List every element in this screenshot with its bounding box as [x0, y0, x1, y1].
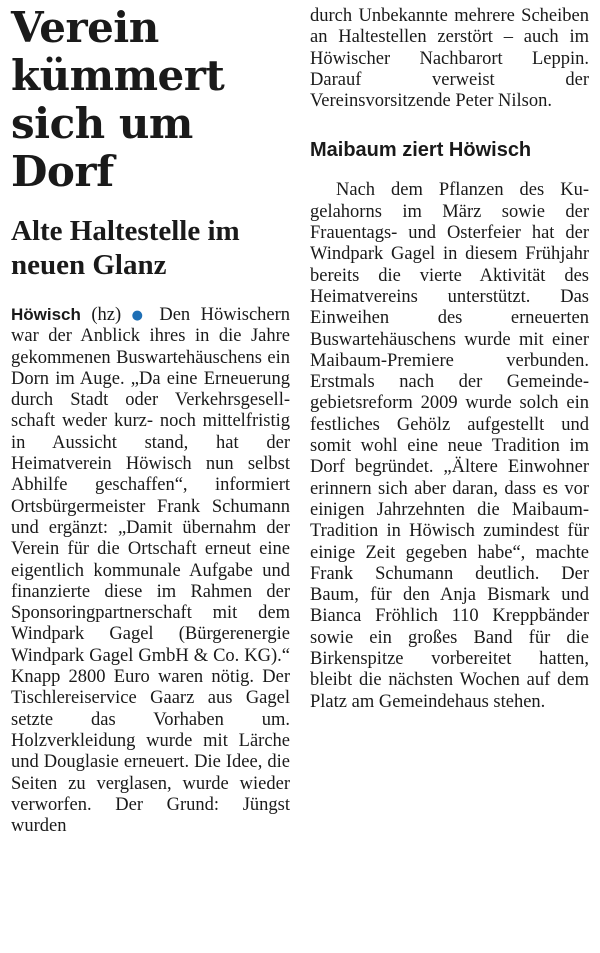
body-paragraph-2: Nach dem Pflanzen des Kugelahorns im März sowie der Frauentags- und Osterfeier hat der Windpark Gagel in diesem Frühjahr bereits die vierte Aktivität des Heimatvereins unterstützt. Das Einweihen des erneuerten Buswartehäuschens wurde mit einer Maibaum-Premiere verbunden. Erstmals nach der Gemeindegebietsreform 2009 wurde solch ein festliches Gehölz aufgestellt und somit wohl eine neue Tradition im Dorf begründet. „Ältere Einwohner erinnern sich aber daran, dass es vor einigen Jahrzehnten die Maibaum-Tradition in Höwisch zumindest für einige Zeit gegeben habe“, machte Frank Schumann deutlich. Der Baum, für den Anja Bismark und Bianca Fröhlich 110 Kreppbänder sowie ein großes Band für die Birkenspitze vorbereitet hatten, bleibt die nächsten Wochen auf dem Platz am Gemeindehaus stehen. [310, 180, 589, 712]
dateline-author: (hz) [91, 305, 122, 325]
dateline-place: Höwisch [11, 305, 81, 324]
crosshead: Maibaum ziert Höwisch [310, 139, 532, 162]
left-column [11, 0, 290, 837]
bullet-icon: ● [131, 308, 149, 323]
body-text: Den Höwischern war der Anblick ihres in die Jahre gekommenen Buswartehäuschens ein Dorn im Auge. „Da eine Erneuerung durch Stadt oder Verkehrsgesellschaft weder kurz- noch mittelfristig in Aussicht stand, hat der Heimatverein Höwisch nun selbst Abhilfe geschaffen“, informiert Ortsbürgermeister Frank Schumann und ergänzt: „Damit übernahm der Verein für die Ortschaft erneut eine eigentlich kommunale Aufgabe und finanzierte diese im Rahmen der Sponsoringpartnerschaft mit dem Windpark Gagel (Bürgerenergie Windpark Gagel GmbH & Co. KG).“ Knapp 2800 Euro waren nötig. Der Tischlereiservice Gaarz aus Gagel setzte das Vorhaben um. Holzverkleidung wurde mit Lärche und Douglasie erneuert. Die Idee, die Seiten zu verglasen, wurde wieder verworfen. Der Grund: Jüngst wurden [11, 305, 291, 837]
right-column [310, 0, 589, 713]
subheadline: Alte Haltestelle im neuen Glanz [11, 215, 240, 281]
body-paragraph-1-part-1 [11, 304, 290, 837]
body-paragraph-1-part-2: durch Unbekannte mehrere Scheiben an Haltestellen zerstört – auch im Höwischer Nachbarort Leppin. Darauf verweist der Vereinsvorsitzende Peter Nilson. [310, 6, 589, 112]
headline: Verein kümmert sich um Dorf [11, 3, 225, 196]
